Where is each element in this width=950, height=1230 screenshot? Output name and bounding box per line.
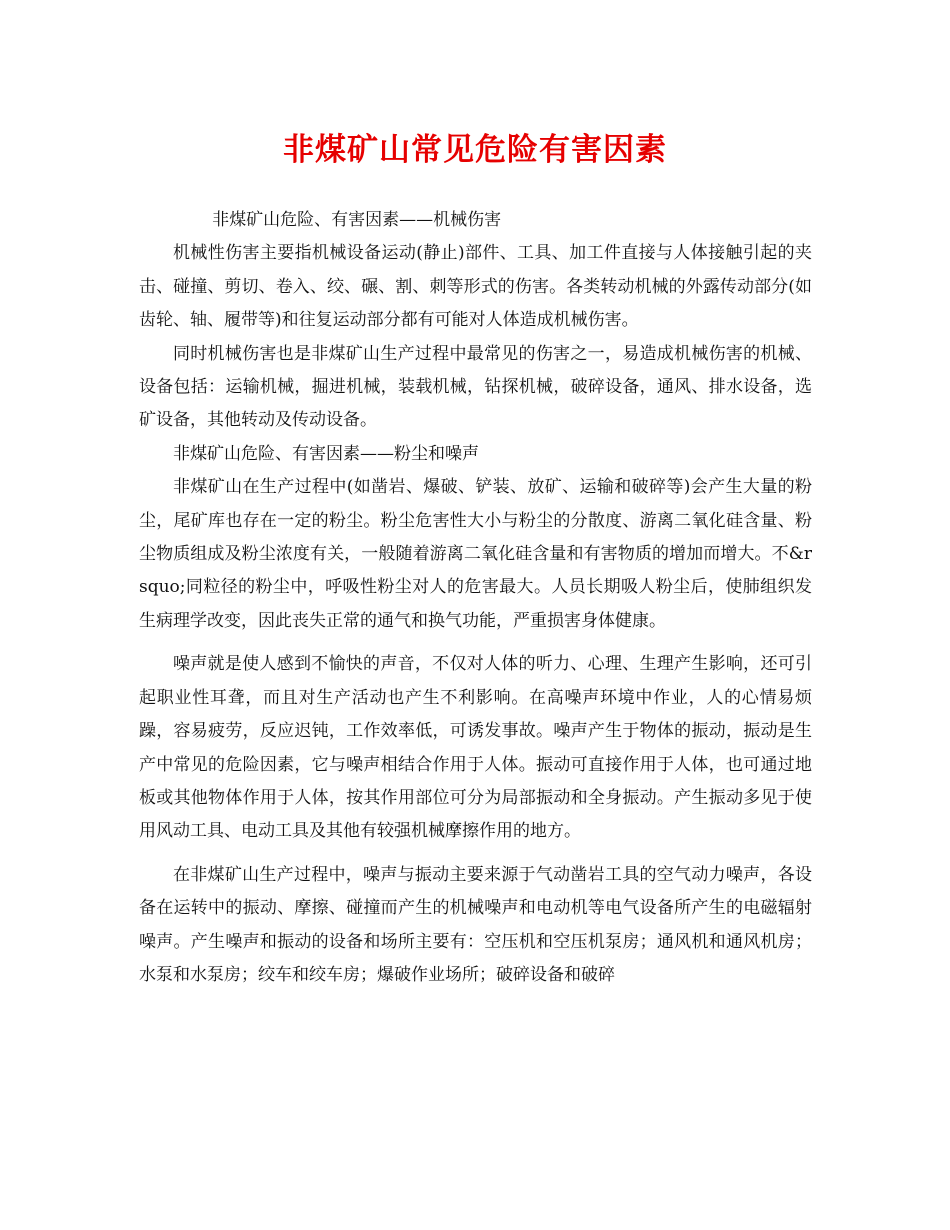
document-title: 非煤矿山常见危险有害因素: [283, 132, 667, 168]
paragraph-dust: 非煤矿山在生产过程中(如凿岩、爆破、铲装、放矿、运输和破碎等)会产生大量的粉尘，尾矿库也存在一定的粉尘。粉尘危害性大小与粉尘的分散度、游离二氧化硅含量、粉尘物质组成及粉尘浓度有关，一般随着游离二氧化硅含量和有害物质的增加而增大。不&rsquo;同粒径的粉尘中，呼吸性粉尘对人的危害最大。人员长期吸人粉尘后，使肺组织发生病理学改变，因此丧失正常的通气和换气功能，严重损害身体健康。: [139, 477, 812, 631]
section-heading-mechanical-injury: 非煤矿山危险、有害因素——机械伤害: [212, 210, 502, 230]
paragraph-mechanical-definition: 机械性伤害主要指机械设备运动(静止)部件、工具、加工件直接与人体接触引起的夹击、碰撞、剪切、卷入、绞、碾、割、刺等形式的伤害。各类转动机械的外露传动部分(如齿轮、轴、履带等)和往复运动部分都有可能对人体造成机械伤害。: [139, 243, 812, 331]
paragraph-noise-sources: 在非煤矿山生产过程中，噪声与振动主要来源于气动凿岩工具的空气动力噪声，各设备在运转中的振动、摩擦、碰撞而产生的机械噪声和电动机等电气设备所产生的电磁辐射噪声。产生噪声和振动的设备和场所主要有：空压机和空压机泵房；通风机和通风机房；水泵和水泵房；绞车和绞车房；爆破作业场所；破碎设备和破碎: [139, 864, 812, 985]
paragraph-noise-vibration: 噪声就是使人感到不愉快的声音，不仅对人体的听力、心理、生理产生影响，还可引起职业性耳聋，而且对生产活动也产生不利影响。在高噪声环境中作业，人的心情易烦躁，容易疲劳，反应迟钝，工作效率低，可诱发事故。噪声产生于物体的振动，振动是生产中常见的危险因素，它与噪声相结合作用于人体。振动可直接作用于人体，也可通过地板或其他物体作用于人体，按其作用部位可分为局部振动和全身振动。产生振动多见于使用风动工具、电动工具及其他有较强机械摩擦作用的地方。: [139, 654, 812, 842]
section-heading-dust-noise: 非煤矿山危险、有害因素——粉尘和噪声: [173, 443, 479, 464]
paragraph-mechanical-equipment: 同时机械伤害也是非煤矿山生产过程中最常见的伤害之一，易造成机械伤害的机械、设备包括：运输机械，掘进机械，装载机械，钻探机械，破碎设备，通风、排水设备，选矿设备，其他转动及传动设备。: [139, 343, 812, 431]
document-body: [139, 204, 812, 992]
